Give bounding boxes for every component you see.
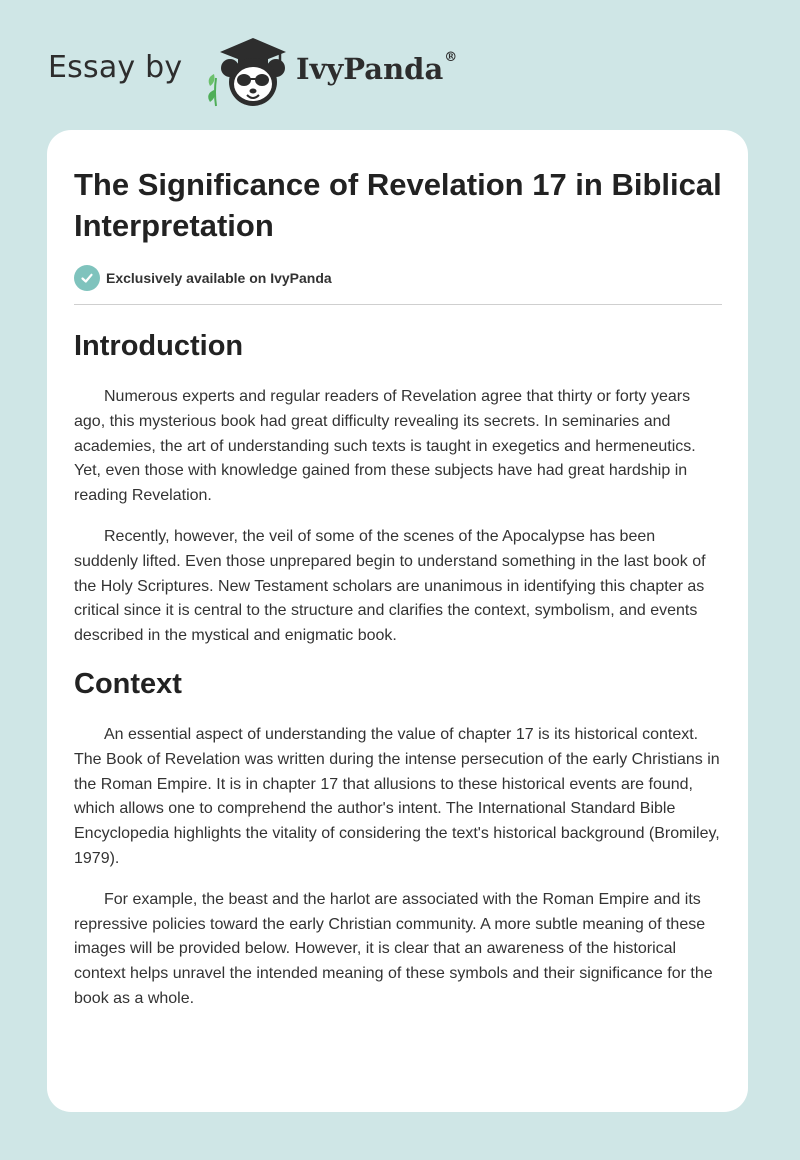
divider bbox=[74, 304, 722, 305]
section-heading-introduction: Introduction bbox=[74, 330, 244, 362]
page-title: The Significance of Revelation 17 in Biblical Interpretation bbox=[74, 167, 722, 243]
paragraph: Numerous experts and regular readers of Revelation agree that thirty or forty years ago, this mysterious book had great difficulty revealing its secrets. In seminaries and academies, the art of understanding such texts is taught in exegetics and hermeneutics. Yet, even those with knowledge gained from these subjects have had great hardship in reading Revelation. bbox=[74, 388, 696, 505]
site-header bbox=[48, 34, 568, 114]
paragraph: An essential aspect of understanding the value of chapter 17 is its historical context. The Book of Revelation was written during the intense persecution of the early Christians in the Roman Empire. It is in chapter 17 that allusions to these historical events are found, which allows one to comprehend the author's intent. The International Standard Bible Encyclopedia highlights the vitality of considering the text's historical background (Bromiley, 1979). bbox=[74, 725, 720, 867]
section-heading-context: Context bbox=[74, 667, 182, 700]
essay-card bbox=[47, 130, 748, 1112]
exclusive-label: Exclusively available on IvyPanda bbox=[106, 270, 332, 286]
paragraph: For example, the beast and the harlot are associated with the Roman Empire and its repressive policies toward the early Christian community. A more subtle meaning of these images will be provided below. However, it is clear that an awareness of the historical context helps unravel the intended meaning of these symbols and their significance for the book as a whole. bbox=[74, 890, 713, 1007]
brand-name[interactable]: IvyPanda® bbox=[296, 50, 458, 86]
paragraph: Recently, however, the veil of some of the scenes of the Apocalypse has been suddenly lifted. Even those unprepared begin to understand something in the last book of the Holy Scriptures. New Testament scholars are unanimous in identifying this chapter as critical since it is central to the structure and clarifies the context, symbolism, and events described in the mystical and enigmatic book. bbox=[74, 527, 706, 645]
exclusive-badge bbox=[74, 264, 722, 292]
check-icon bbox=[74, 265, 100, 291]
section-introduction bbox=[74, 385, 722, 649]
essay-by-label: Essay by bbox=[48, 50, 183, 85]
section-context bbox=[74, 723, 722, 1012]
ivypanda-logo-icon[interactable] bbox=[200, 34, 290, 110]
